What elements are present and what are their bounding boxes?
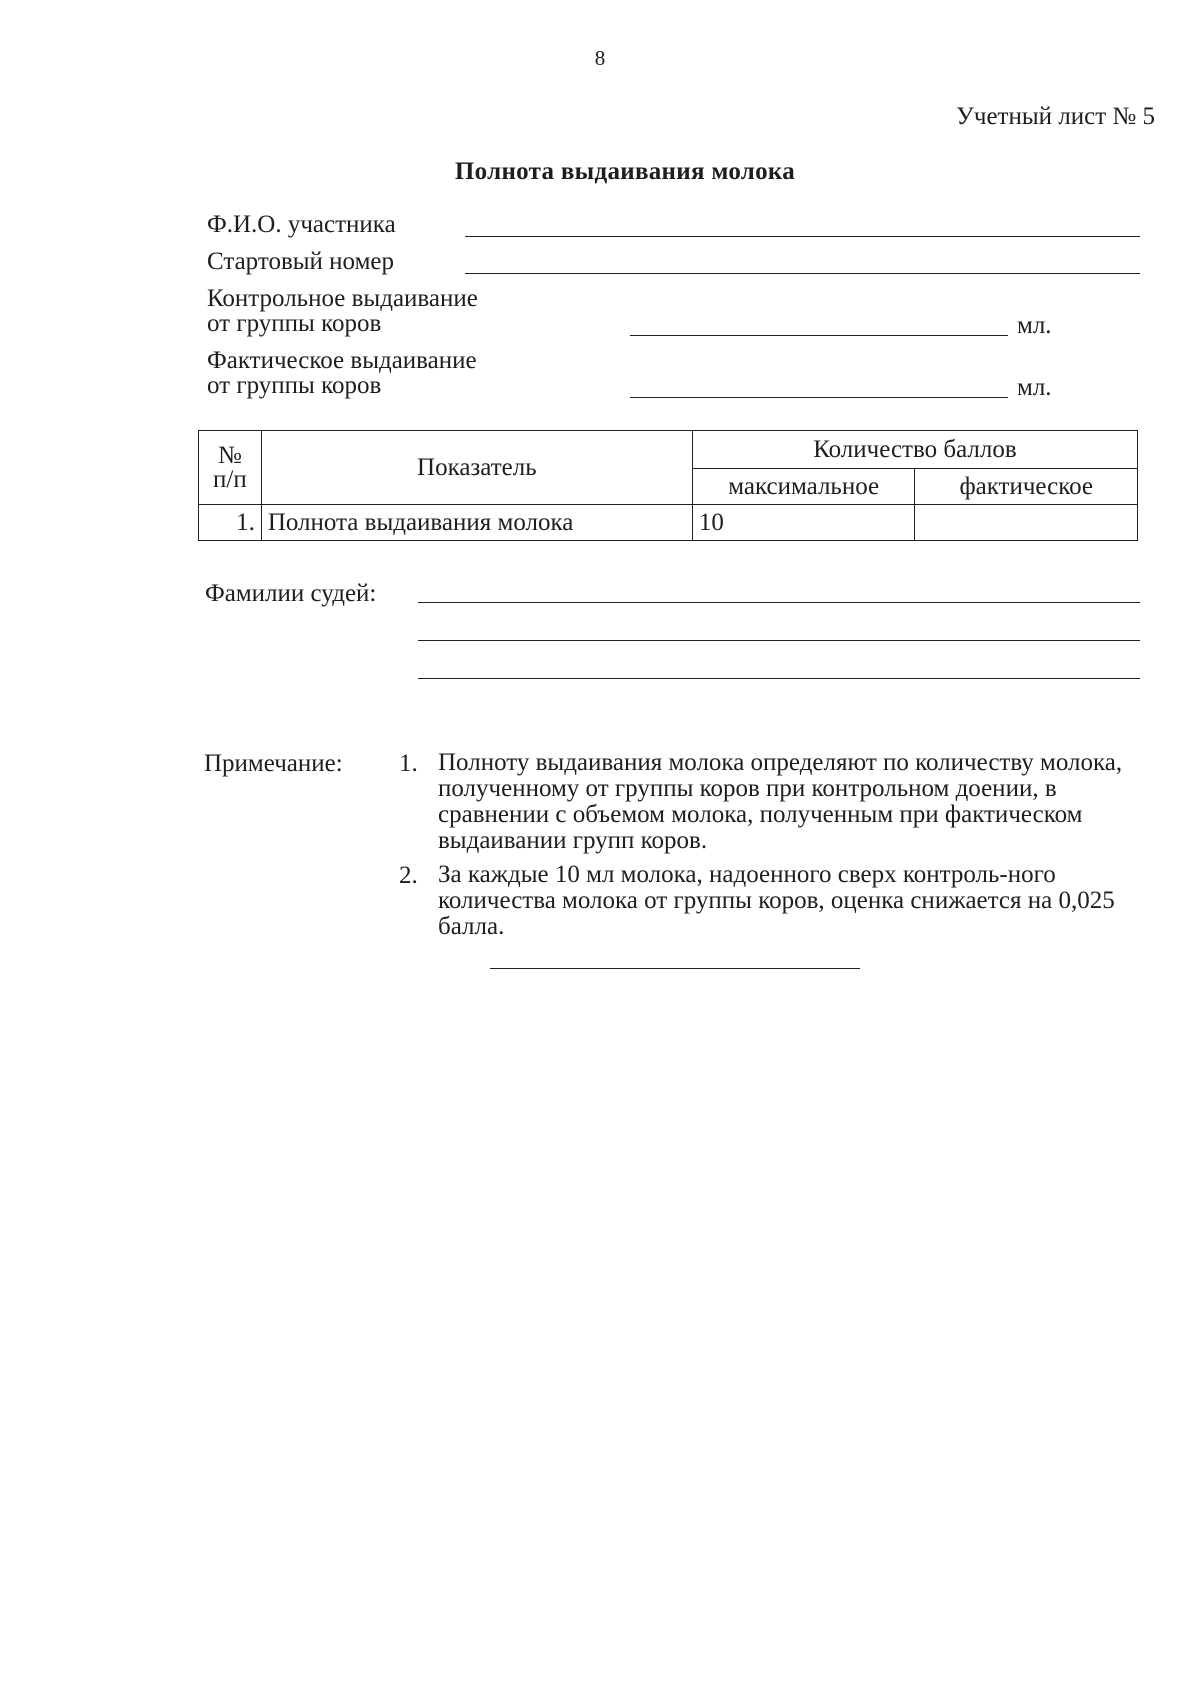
- actual-milking-line[interactable]: [630, 397, 1008, 398]
- row-max-score: 10: [692, 505, 915, 541]
- control-milking-label-line1: Контрольное выдаивание: [207, 285, 478, 312]
- column-header-number: № п/п: [199, 431, 262, 505]
- page-number: 8: [594, 46, 606, 70]
- page-title: Полнота выдаивания молока: [454, 158, 796, 185]
- judges-label: Фамилии судей:: [205, 580, 377, 607]
- column-header-points: Количество баллов: [692, 431, 1137, 469]
- note-item-number: 1.: [399, 750, 418, 777]
- column-header-actual: фактическое: [915, 469, 1138, 505]
- control-milking-line[interactable]: [630, 335, 1008, 336]
- control-milking-unit: мл.: [1017, 312, 1052, 339]
- actual-milking-unit: мл.: [1017, 374, 1052, 401]
- control-milking-label-line2: от группы коров: [207, 310, 382, 337]
- judge-line[interactable]: [418, 602, 1140, 603]
- judge-line[interactable]: [418, 678, 1140, 679]
- participant-label: Ф.И.О. участника: [207, 211, 396, 238]
- note-item-text: За каждые 10 мл молока, надоенного сверх контроль-ного количества молока от группы коров, оценка снижается на 0,025 балла.: [438, 861, 1115, 940]
- start-number-line[interactable]: [465, 273, 1140, 274]
- column-header-indicator: Показатель: [261, 431, 692, 505]
- note-item-text: Полноту выдаивания молока определяют по количеству молока, полученному от группы коров при контрольном доении, в сравнении с объемом молока, полученным при фактическом выдаивании групп коров.: [438, 749, 1123, 854]
- actual-milking-label-line1: Фактическое выдаивание: [207, 347, 477, 374]
- start-number-label: Стартовый номер: [207, 248, 394, 275]
- column-header-max: максимальное: [692, 469, 915, 505]
- note-item-number: 2.: [399, 862, 418, 889]
- sheet-label: Учетный лист № 5: [956, 103, 1155, 130]
- row-actual-score[interactable]: [915, 505, 1138, 541]
- actual-milking-label-line2: от группы коров: [207, 372, 382, 399]
- table-row: [199, 505, 1138, 541]
- score-table: [198, 430, 1138, 541]
- row-number: 1.: [199, 505, 262, 541]
- end-divider: [490, 968, 860, 969]
- row-indicator: Полнота выдаивания молока: [261, 505, 692, 541]
- participant-name-line[interactable]: [465, 236, 1140, 237]
- note-label: Примечание:: [204, 750, 343, 777]
- judge-line[interactable]: [418, 640, 1140, 641]
